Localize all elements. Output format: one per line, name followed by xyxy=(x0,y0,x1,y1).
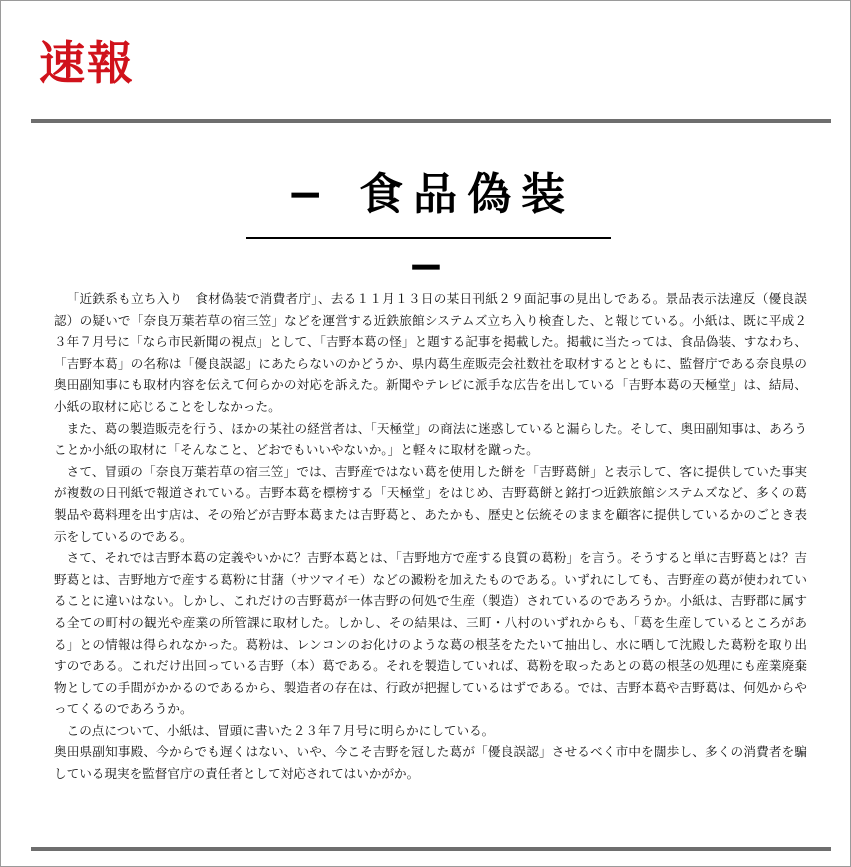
paragraph-6: 奥田県副知事殿、今からでも遅くはない、いや、今こそ吉野を冠した葛が「優良誤認」させるべく市中を闊歩し、多くの消費者を騙している現実を監督官庁の責任者として対応されてはいかがか。 xyxy=(54,744,807,782)
top-divider xyxy=(31,119,831,123)
headline: − 食品偽装 − xyxy=(286,169,576,292)
paragraph-2: また、葛の製造販売を行う、ほかの某社の経営者は、「天極堂」の商法に迷惑していると漏らした。そして、奥田副知事は、あろうことか小紙の取材に「そんなこと、どおでもいいやないか。」と軽々に取材を蹴った。 xyxy=(54,420,807,458)
paragraph-3: さて、冒頭の「奈良万葉若草の宿三笠」では、吉野産ではない葛を使用した餅を「吉野葛餅」と表示して、客に提供していた事実が複数の日刊紙で報道されている。吉野本葛を標榜する「天極堂」をはじめ、吉野葛餅と銘打つ近鉄旅館システムズなど、多くの葛製品や葛料理を出す店は、その殆どが吉野本葛または吉野葛と、あたかも、歴史と伝統そのままを顧客に提供しているかのごとき表示をしているのである。 xyxy=(54,463,807,544)
headline-underline xyxy=(246,237,611,239)
breaking-news-badge: 速報 xyxy=(39,36,135,90)
paragraph-1: 「近鉄系も立ち入り 食材偽装で消費者庁」、去る１１月１３日の某日刊紙２９面記事の見出しである。景品表示法違反（優良誤認）の疑いで「奈良万葉若草の宿三笠」などを運営する近鉄旅館システムズ立ち入り検査した、と報じている。小紙は、既に平成２３年７月号に「なら市民新聞の視点」として、「吉野本葛の怪」と題する記事を掲載した。掲載に当たっては、食品偽装、すなわち、「吉野本葛」の名称は「優良誤認」にあたらないのかどうか、県内葛生産販売会社数社を取材するとともに、監督庁である奈良県の奥田副知事にも取材内容を伝えて何らかの対応を訴えた。新聞やテレビに派手な広告を出している「吉野本葛の天極堂」は、結局、小紙の取材に応じることをしなかった。 xyxy=(54,291,807,414)
paragraph-4: さて、それでは吉野本葛の定義やいかに？吉野本葛とは、「吉野地方で産する良質の葛粉」を言う。そうすると単に吉野葛とは？吉野葛とは、吉野地方で産する葛粉に甘藷（サツマイモ）などの澱粉を加えたものである。いずれにしても、吉野産の葛が使われていることに違いはない。しかし、これだけの吉野葛が一体吉野の何処で生産（製造）されているのであろうか。小紙は、吉野郡に属する全ての町村の観光や産業の所管課に取材した。しかし、その結果は、三町・八村のいずれからも、「葛を生産しているところがある」との情報は得られなかった。葛粉は、レンコンのお化けのような葛の根茎をたたいて抽出し、水に晒して沈殿した葛粉を取り出すのである。これだけ出回っている吉野（本）葛である。それを製造していれば、葛粉を取ったあとの葛の根茎の処理にも産業廃棄物としての手間がかかるのであるから、製造者の存在は、行政が把握しているはずである。では、吉野本葛や吉野葛は、何処からやってくるのであろうか。 xyxy=(54,550,807,717)
paragraph-5: この点について、小紙は、冒頭に書いた２３年７月号に明らかにしている。 xyxy=(66,722,495,738)
bottom-divider xyxy=(31,847,831,851)
article-body xyxy=(54,288,807,785)
